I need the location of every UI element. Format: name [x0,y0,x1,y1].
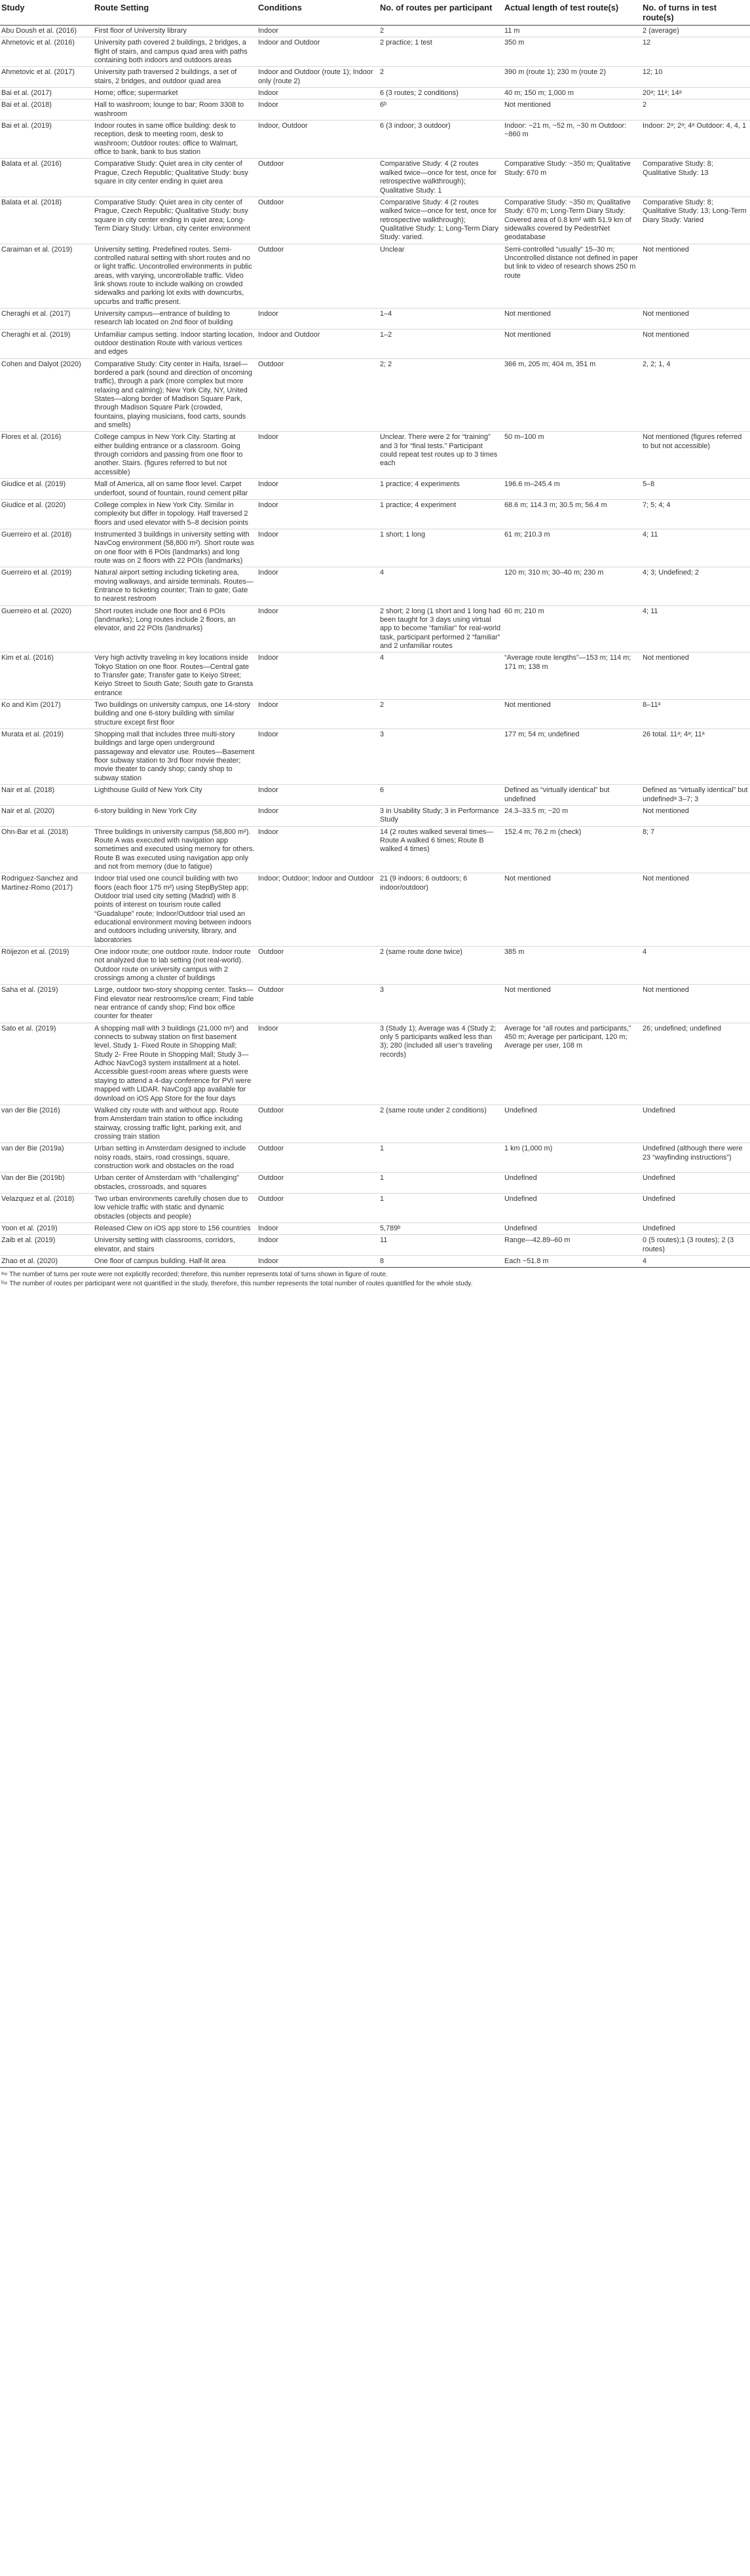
cell-number-of-turns: 4; 3; Undefined; 2 [641,567,750,605]
cell-number-of-turns: 4; 11 [641,605,750,653]
cell-study: Bai et al. (2019) [0,121,93,159]
cell-routes-per-participant: 4 [379,567,503,605]
cell-routes-per-participant: 5,789ᵇ [379,1222,503,1234]
cell-study: Abu Doush et al. (2016) [0,26,93,37]
cell-route-setting: Three buildings in university campus (58,800 m²). Route A was executed with navigation app sometimes and executed using memory for others. Route B was executed using navigation app only and not from memory (due to fatigue) [93,826,257,873]
cell-route-setting: First floor of University library [93,26,257,37]
cell-number-of-turns: 2 [641,100,750,121]
table-row [0,529,750,567]
cell-number-of-turns: 26; undefined; undefined [641,1023,750,1105]
cell-route-setting: One floor of campus building. Half-lit area [93,1256,257,1268]
table-body [0,26,750,1268]
route-settings-table [0,0,750,1268]
header-study: Study [0,0,93,26]
cell-routes-per-participant: 2 short; 2 long (1 short and 1 long had been taught for 3 days using virtual app to become “familiar” for real-world task, participant performed 2 “familiar” and 2 unfamiliar routes [379,605,503,653]
cell-actual-length: Undefined [503,1222,641,1234]
cell-actual-length: Not mentioned [503,985,641,1023]
cell-conditions: Indoor; Outdoor; Indoor and Outdoor [257,873,379,947]
cell-routes-per-participant: Unclear [379,244,503,308]
cell-study: Cohen and Dalyot (2020) [0,358,93,432]
cell-conditions: Indoor [257,729,379,785]
cell-number-of-turns: Not mentioned [641,653,750,700]
cell-number-of-turns: 12; 10 [641,67,750,88]
cell-number-of-turns: 2, 2; 1, 4 [641,358,750,432]
cell-conditions: Outdoor [257,1173,379,1194]
cell-route-setting: Natural airport setting including ticketing area, moving walkways, and airside terminals. Routes—Entrance to ticketing counter; Train to gate; Gate to nearest restroom [93,567,257,605]
cell-routes-per-participant: 6 [379,785,503,806]
table-row [0,479,750,500]
cell-actual-length: 11 m [503,26,641,37]
cell-study: Ko and Kim (2017) [0,700,93,729]
cell-number-of-turns: Not mentioned [641,805,750,826]
cell-conditions: Outdoor [257,244,379,308]
cell-routes-per-participant: Comparative Study: 4 (2 routes walked twice—once for test, once for retrospective walkthrough); Qualitative Study: 1 [379,159,503,197]
table-row [0,244,750,308]
cell-study: Giudice et al. (2020) [0,499,93,529]
cell-study: van der Bie (2016) [0,1105,93,1143]
cell-routes-per-participant: 3 [379,729,503,785]
cell-actual-length: 40 m; 150 m; 1,000 m [503,88,641,100]
cell-study: Ohn-Bar et al. (2018) [0,826,93,873]
cell-number-of-turns: 20ᵃ; 11ᵃ; 14ᵃ [641,88,750,100]
cell-route-setting: University setting with classrooms, corridors, elevator, and stairs [93,1235,257,1256]
table-row [0,785,750,806]
cell-route-setting: Comparative Study: Quiet area in city center of Prague, Czech Republic; Qualitative Study: busy square in city center ending in quiet area [93,159,257,197]
table-row [0,653,750,700]
cell-route-setting: University path covered 2 buildings, 2 bridges, a flight of stairs, and campus quad area with paths containing both indoors and outdoors areas [93,37,257,67]
table-row [0,499,750,529]
cell-actual-length: Comparative Study: ~350 m; Qualitative Study: 670 m [503,159,641,197]
cell-number-of-turns: 12 [641,37,750,67]
cell-routes-per-participant: 1 practice; 4 experiments [379,479,503,500]
cell-conditions: Indoor [257,605,379,653]
cell-routes-per-participant: 11 [379,1235,503,1256]
cell-actual-length: Not mentioned [503,873,641,947]
cell-route-setting: 6-story building in New York City [93,805,257,826]
cell-conditions: Indoor [257,88,379,100]
cell-actual-length: 152.4 m; 76.2 m (check) [503,826,641,873]
cell-study: Guerreiro et al. (2018) [0,529,93,567]
cell-number-of-turns: Not mentioned [641,308,750,329]
cell-conditions: Indoor [257,100,379,121]
cell-actual-length: 60 m; 210 m [503,605,641,653]
table-row [0,700,750,729]
table-row [0,1023,750,1105]
cell-route-setting: Instrumented 3 buildings in university setting with NavCog environment (58,800 m²). Short route was on one floor with 6 POIs (landmarks) and long route was on 2 floors with 22 POIs (landmarks) [93,529,257,567]
cell-study: Giudice et al. (2019) [0,479,93,500]
cell-study: Saha et al. (2019) [0,985,93,1023]
cell-number-of-turns: Undefined [641,1222,750,1234]
cell-actual-length: Undefined [503,1173,641,1194]
cell-conditions: Indoor and Outdoor (route 1); Indoor only (route 2) [257,67,379,88]
cell-study: Nair et al. (2020) [0,805,93,826]
header-route-setting: Route Setting [93,0,257,26]
cell-route-setting: Home; office; supermarket [93,88,257,100]
cell-number-of-turns: Undefined [641,1105,750,1143]
cell-routes-per-participant: 3 in Usability Study; 3 in Performance Study [379,805,503,826]
table-row [0,1193,750,1222]
cell-route-setting: Indoor trial used one council building with two floors (each floor 175 m²) using StepByStep app; Outdoor trial used city setting (Madrid) with 8 points of interest on tourism route called “Guadalupe” route; Indoor/Outdoor trial used an educational environment moving between indoors and outdoors including university, library, and laboratories [93,873,257,947]
cell-study: Yoon et al. (2019) [0,1222,93,1234]
cell-routes-per-participant: 1 short; 1 long [379,529,503,567]
cell-number-of-turns: Undefined [641,1193,750,1222]
table-row [0,100,750,121]
cell-route-setting: Released Clew on iOS app store to 156 countries [93,1222,257,1234]
cell-actual-length: 120 m; 310 m; 30–40 m; 230 m [503,567,641,605]
cell-actual-length: Undefined [503,1193,641,1222]
cell-routes-per-participant: 2 [379,700,503,729]
cell-conditions: Outdoor [257,197,379,244]
cell-actual-length: 390 m (route 1); 230 m (route 2) [503,67,641,88]
table-row [0,1143,750,1173]
cell-study: Zaib et al. (2019) [0,1235,93,1256]
cell-study: Van der Bie (2019b) [0,1173,93,1194]
cell-route-setting: College campus in New York City. Starting at either building entrance or a classroom. Going through corridors and passing from one floor to another. Stairs. (figures referred to but not accessible) [93,432,257,479]
cell-number-of-turns: Comparative Study: 8; Qualitative Study: 13; Long-Term Diary Study: Varied [641,197,750,244]
cell-routes-per-participant: 2 (same route done twice) [379,947,503,985]
cell-routes-per-participant: 2 [379,67,503,88]
table-row [0,432,750,479]
cell-number-of-turns: Undefined (although there were 23 “wayfinding instructions”) [641,1143,750,1173]
cell-study: Rodriguez-Sanchez and Martinez-Romo (2017) [0,873,93,947]
cell-study: Balata et al. (2018) [0,197,93,244]
cell-number-of-turns: 26 total. 11ᵃ; 4ᵃ; 11ᵃ [641,729,750,785]
cell-conditions: Indoor [257,432,379,479]
footnote-a: ᵃ= The number of turns per route were not explicitly recorded; therefore, this number represents total of turns shown in figure of route. [1,1271,388,1279]
cell-routes-per-participant: 3 [379,985,503,1023]
cell-route-setting: Comparative Study: Quiet area in city center of Prague, Czech Republic; Qualitative Study: busy square in city center ending in quiet area; Long-Term Diary Study: Urban, city center environment [93,197,257,244]
cell-conditions: Outdoor [257,947,379,985]
cell-actual-length: Each ~51.8 m [503,1256,641,1268]
table-row [0,67,750,88]
cell-routes-per-participant: 6ᵇ [379,100,503,121]
cell-routes-per-participant: 1–4 [379,308,503,329]
cell-number-of-turns: 8; 7 [641,826,750,873]
cell-actual-length: 24.3–33.5 m; ~20 m [503,805,641,826]
cell-actual-length: Not mentioned [503,700,641,729]
cell-conditions: Indoor [257,805,379,826]
cell-route-setting: Two buildings on university campus, one 14-story building and one 6-story building with similar structure except first floor [93,700,257,729]
cell-conditions: Outdoor [257,985,379,1023]
cell-number-of-turns: Not mentioned [641,873,750,947]
cell-conditions: Indoor [257,479,379,500]
cell-route-setting: Shopping mall that includes three multi-story buildings and large open underground passageway and elevator use. Routes—Basement floor subway station to 3rd floor movie theater; movie theater to candy shop; candy shop to subway station [93,729,257,785]
cell-actual-length: Range—42.89–60 m [503,1235,641,1256]
cell-route-setting: University path traversed 2 buildings, a set of stairs, 2 bridges, and outdoor quad area [93,67,257,88]
cell-route-setting: Comparative Study: City center in Haifa, Israel—bordered a park (sound and direction of oncoming traffic), through a park (more complex but more relaxing and calming); New York City, NY, United States—along border of Madison Square Park, through Madison Square Park (crowded, fountains, playing musicians, food carts, sounds and smells) [93,358,257,432]
cell-route-setting: Two urban environments carefully chosen due to low vehicle traffic with static and dynamic obstacles (objects and people) [93,1193,257,1222]
cell-actual-length: Semi-controlled “usually” 15–30 m; Uncontrolled distance not defined in paper but link to video of research shows 250 m route [503,244,641,308]
cell-conditions: Indoor [257,1222,379,1234]
cell-study: Cheraghi et al. (2019) [0,329,93,358]
cell-conditions: Outdoor [257,1143,379,1173]
table-row [0,985,750,1023]
cell-study: Bai et al. (2018) [0,100,93,121]
cell-route-setting: A shopping mall with 3 buildings (21,000 m²) and connects to subway station on first basement level. Study 1- Fixed Route in Shopping Mall; Study 2- Free Route in Shopping Mall; Study 3—Adhoc NavCog3 system installment at a hotel. Accessible guest-room areas where guests were staying to attend a 4-day conference for PVI were mapped with LIDAR. NavCog3 app available for download on iOS App Store for the four days [93,1023,257,1105]
cell-conditions: Indoor, Outdoor [257,121,379,159]
cell-study: Murata et al. (2019) [0,729,93,785]
cell-study: Kim et al. (2016) [0,653,93,700]
cell-number-of-turns: Not mentioned [641,985,750,1023]
cell-conditions: Indoor [257,567,379,605]
cell-conditions: Indoor [257,1256,379,1268]
table-row [0,729,750,785]
cell-study: Guerreiro et al. (2019) [0,567,93,605]
cell-number-of-turns: 2 (average) [641,26,750,37]
table-row [0,873,750,947]
header-actual-length: Actual length of test route(s) [503,0,641,26]
cell-conditions: Indoor [257,529,379,567]
cell-route-setting: Short routes include one floor and 6 POIs (landmarks); Long routes include 2 floors, an elevator, and 22 POIs (landmarks) [93,605,257,653]
cell-route-setting: Unfamiliar campus setting. Indoor starting location, outdoor destination Route with various vertices and edges [93,329,257,358]
cell-conditions: Indoor [257,1235,379,1256]
cell-study: Nair et al. (2018) [0,785,93,806]
cell-routes-per-participant: 2 [379,26,503,37]
cell-routes-per-participant: 2 practice; 1 test [379,37,503,67]
cell-number-of-turns: Defined as “virtually identical” but undefinedᵃ 3–7; 3 [641,785,750,806]
table-row [0,358,750,432]
cell-route-setting: University setting. Predefined routes. Semi-controlled natural setting with short routes and no or light traffic. Uncontrolled environments in public areas, with varying, uncontrollable traffic. Video link shows route to include walking on crowded sidewalks and parking lot exits with downcurbs, upcurbs and traffic present. [93,244,257,308]
cell-actual-length: 50 m–100 m [503,432,641,479]
cell-routes-per-participant: Unclear. There were 2 for “training” and 3 for “final tests.” Participant could repeat test routes up to 3 times each [379,432,503,479]
cell-routes-per-participant: 2; 2 [379,358,503,432]
cell-number-of-turns: Indoor: 2ᵃ; 2ᵃ; 4ᵃ Outdoor: 4, 4, 1 [641,121,750,159]
cell-study: Cheraghi et al. (2017) [0,308,93,329]
cell-actual-length: 177 m; 54 m; undefined [503,729,641,785]
table-row [0,1173,750,1194]
cell-conditions: Indoor [257,308,379,329]
cell-route-setting: Indoor routes in same office building: desk to reception, desk to meeting room, desk to washroom; Outdoor routes: office to Walmart, office to bank, bank to bus station [93,121,257,159]
cell-route-setting: Large, outdoor two-story shopping center. Tasks—Find elevator near restrooms/ice cream; Find table near entrance of candy shop; Find box office counter for theater [93,985,257,1023]
cell-number-of-turns: Comparative Study: 8; Qualitative Study: 13 [641,159,750,197]
header-number-of-turns: No. of turns in test route(s) [641,0,750,26]
cell-routes-per-participant: 1 [379,1143,503,1173]
cell-route-setting: Lighthouse Guild of New York City [93,785,257,806]
cell-number-of-turns: Not mentioned [641,244,750,308]
cell-routes-per-participant: 3 (Study 1); Average was 4 (Study 2; only 5 participants walked less than 3); 280 (included all user’s traveling records) [379,1023,503,1105]
cell-study: Röijezon et al. (2019) [0,947,93,985]
table-row [0,805,750,826]
cell-number-of-turns: 7; 5; 4; 4 [641,499,750,529]
cell-actual-length: 366 m, 205 m; 404 m, 351 m [503,358,641,432]
table-row [0,1235,750,1256]
cell-number-of-turns: Undefined [641,1173,750,1194]
table-row [0,26,750,37]
footnote-b: ᵇ= The number of routes per participant were not quantified in the study, therefore, this number represents the total number of routes quantified for the whole study. [1,1280,473,1288]
cell-actual-length: Defined as “virtually identical” but undefined [503,785,641,806]
table-row [0,121,750,159]
cell-study: Balata et al. (2016) [0,159,93,197]
cell-route-setting: One indoor route; one outdoor route. Indoor route not analyzed due to lab setting (not real-world). Outdoor route on university campus with 2 crossings among a cluster of buildings [93,947,257,985]
table-row [0,88,750,100]
table-row [0,197,750,244]
cell-conditions: Indoor and Outdoor [257,329,379,358]
cell-route-setting: Walked city route with and without app. Route from Amsterdam train station to office including stairway, crossing traffic light, parking exit, and crossing train station [93,1105,257,1143]
cell-routes-per-participant: 1 [379,1193,503,1222]
cell-number-of-turns: 4; 11 [641,529,750,567]
cell-actual-length: 196.6 m–245.4 m [503,479,641,500]
cell-conditions: Indoor [257,700,379,729]
table-row [0,826,750,873]
cell-actual-length: 350 m [503,37,641,67]
cell-actual-length: Undefined [503,1105,641,1143]
cell-conditions: Indoor [257,1023,379,1105]
cell-route-setting: College complex in New York City. Similar in complexity but differ in topology. Half traversed 2 floors and used elevator with 5–8 decision points [93,499,257,529]
cell-conditions: Indoor [257,26,379,37]
cell-actual-length: 68.6 m; 114.3 m; 30.5 m; 56.4 m [503,499,641,529]
cell-number-of-turns: Not mentioned [641,329,750,358]
cell-routes-per-participant: Comparative Study: 4 (2 routes walked twice—once for test, once for retrospective walkthrough); Qualitative Study: 1; Long-Term Diary Study: varied. [379,197,503,244]
cell-conditions: Outdoor [257,1105,379,1143]
cell-route-setting: Mall of America, all on same floor level. Carpet underfoot, sound of fountain, round cement pillar [93,479,257,500]
cell-study: Zhao et al. (2020) [0,1256,93,1268]
cell-conditions: Outdoor [257,1193,379,1222]
cell-study: van der Bie (2019a) [0,1143,93,1173]
cell-number-of-turns: 4 [641,947,750,985]
cell-actual-length: Not mentioned [503,100,641,121]
cell-number-of-turns: 0 (5 routes);1 (3 routes); 2 (3 routes) [641,1235,750,1256]
cell-route-setting: Hall to washroom; lounge to bar; Room 3308 to washroom [93,100,257,121]
cell-routes-per-participant: 21 (9 indoors; 6 outdoors; 6 indoor/outdoor) [379,873,503,947]
table-row [0,605,750,653]
table-row [0,1222,750,1234]
cell-number-of-turns: 4 [641,1256,750,1268]
table-row [0,1256,750,1268]
cell-study: Bai et al. (2017) [0,88,93,100]
cell-route-setting: Urban center of Amsterdam with “challenging” obstacles, crossroads, and squares [93,1173,257,1194]
footnotes [0,1268,750,1288]
cell-conditions: Indoor [257,826,379,873]
cell-route-setting: Very high activity traveling in key locations inside Tokyo Station on one floor. Routes—Central gate to Transfer gate; Transfer gate to Keiyo Street; Keiyo Street to South Gate; South gate to Gransta entrance [93,653,257,700]
table-row [0,159,750,197]
cell-conditions: Outdoor [257,159,379,197]
cell-routes-per-participant: 6 (3 indoor; 3 outdoor) [379,121,503,159]
cell-route-setting: University campus—entrance of building to research lab located on 2nd floor of building [93,308,257,329]
table-row [0,329,750,358]
cell-study: Guerreiro et al. (2020) [0,605,93,653]
cell-conditions: Indoor and Outdoor [257,37,379,67]
cell-routes-per-participant: 14 (2 routes walked several times—Route A walked 6 times; Route B walked 4 times) [379,826,503,873]
cell-actual-length: Not mentioned [503,308,641,329]
cell-actual-length: 61 m; 210.3 m [503,529,641,567]
table-row [0,1105,750,1143]
cell-routes-per-participant: 4 [379,653,503,700]
table-row [0,947,750,985]
cell-number-of-turns: Not mentioned (figures referred to but not accessible) [641,432,750,479]
cell-routes-per-participant: 1 practice; 4 experiment [379,499,503,529]
cell-routes-per-participant: 1 [379,1173,503,1194]
cell-number-of-turns: 8–11ᵃ [641,700,750,729]
cell-conditions: Indoor [257,785,379,806]
cell-route-setting: Urban setting in Amsterdam designed to include noisy roads, stairs, road crossings, square, construction work and obstacles on the road [93,1143,257,1173]
table-header [0,0,750,26]
cell-actual-length: “Average route lengths”—153 m; 114 m; 171 m; 138 m [503,653,641,700]
cell-actual-length: Comparative Study: ~350 m; Qualitative Study: 670 m; Long-Term Diary Study: Covered area of 0.8 km² with 51.9 km of sidewalks covered by PedestrNet geodatabase [503,197,641,244]
cell-routes-per-participant: 1–2 [379,329,503,358]
cell-number-of-turns: 5–8 [641,479,750,500]
cell-study: Sato et al. (2019) [0,1023,93,1105]
cell-conditions: Indoor [257,653,379,700]
cell-actual-length: Average for “all routes and participants,” 450 m; Average per participant, 120 m; Average per user, 108 m [503,1023,641,1105]
cell-study: Flores et al. (2016) [0,432,93,479]
cell-conditions: Outdoor [257,358,379,432]
cell-actual-length: Indoor: ~21 m, ~52 m, ~30 m Outdoor: ~860 m [503,121,641,159]
cell-conditions: Indoor [257,499,379,529]
header-routes-per-participant: No. of routes per participant [379,0,503,26]
header-row [0,0,750,26]
cell-study: Ahmetovic et al. (2016) [0,37,93,67]
header-conditions: Conditions [257,0,379,26]
table-row [0,308,750,329]
cell-actual-length: 385 m [503,947,641,985]
cell-routes-per-participant: 8 [379,1256,503,1268]
cell-study: Ahmetovic et al. (2017) [0,67,93,88]
cell-study: Velazquez et al. (2018) [0,1193,93,1222]
cell-study: Caraiman et al. (2019) [0,244,93,308]
cell-actual-length: 1 km (1,000 m) [503,1143,641,1173]
cell-actual-length: Not mentioned [503,329,641,358]
cell-routes-per-participant: 6 (3 routes; 2 conditions) [379,88,503,100]
cell-routes-per-participant: 2 (same route under 2 conditions) [379,1105,503,1143]
table-row [0,567,750,605]
table-row [0,37,750,67]
